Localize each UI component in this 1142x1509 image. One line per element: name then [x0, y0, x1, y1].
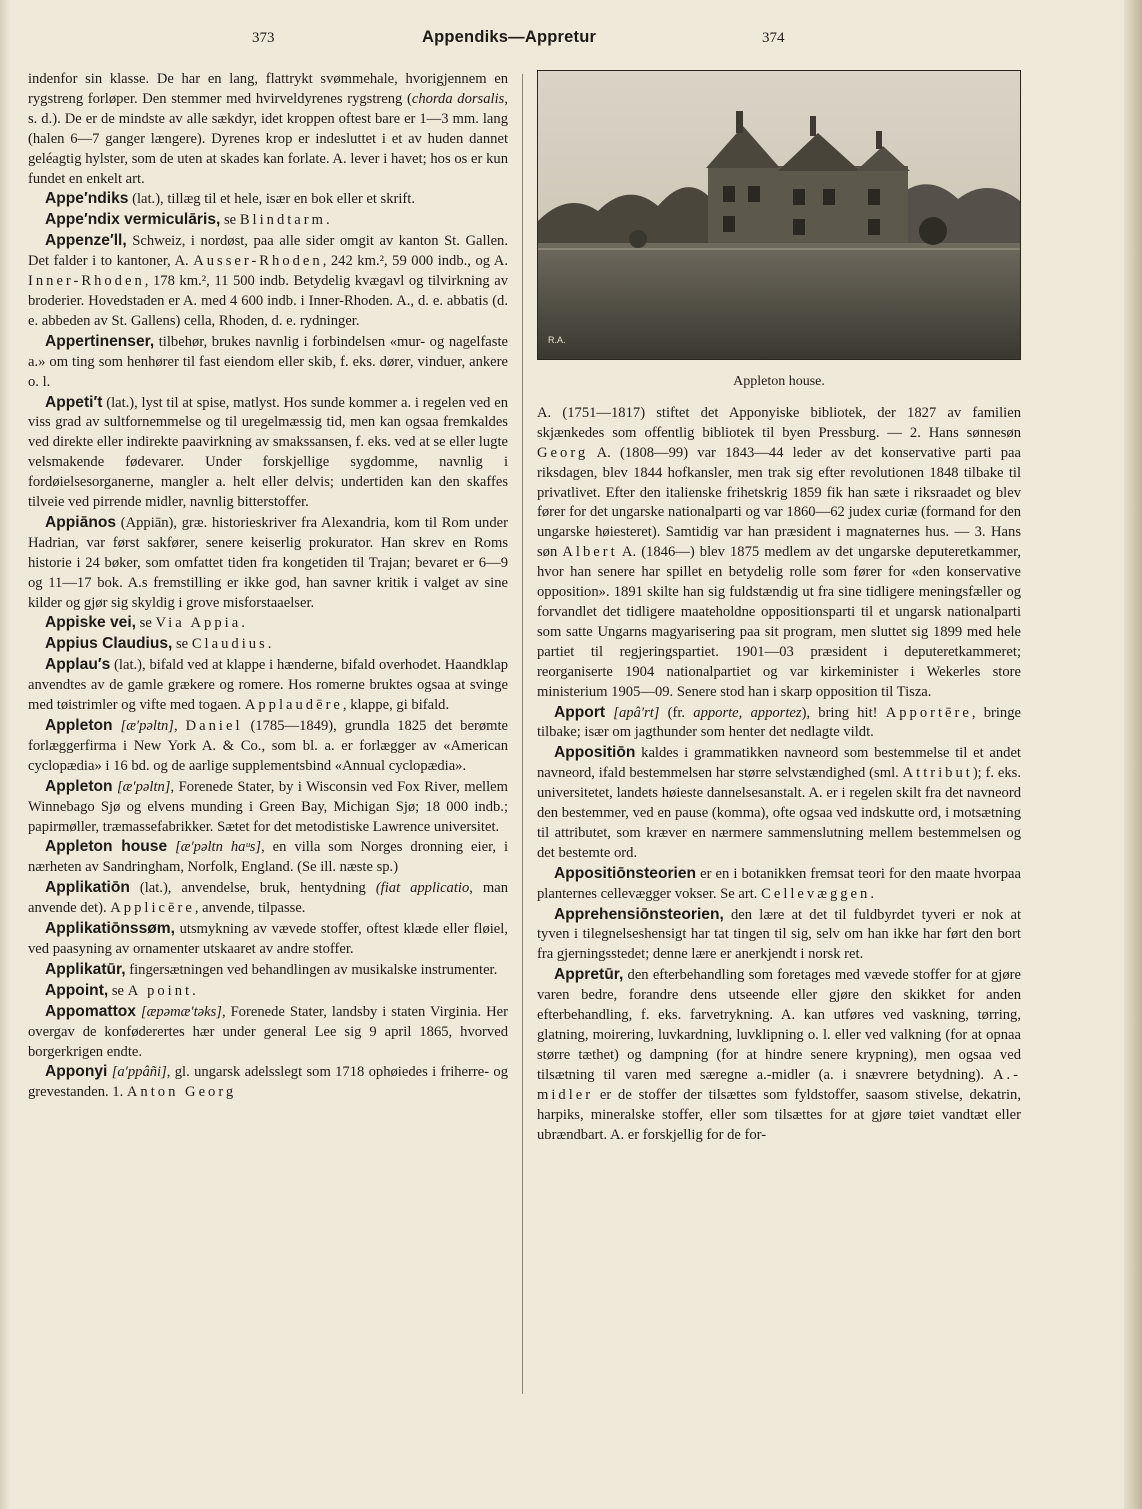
entry-apprehensionsteorien: Apprehensiōnsteorien, den lære at det til fuldbyrdet tyveri er nok at tyven i tilegnelseshensigt har tat tingen til sig, selv om han ikke har ført den bort fra gjerningsstedet; denne lære er anerkjendt i norsk ret. — [537, 905, 1021, 963]
cross-reference: Claudius — [191, 636, 268, 653]
headword: Appiske vei, — [45, 614, 137, 632]
headword: Appositiōn — [554, 744, 636, 762]
headword: Apponyi — [45, 1063, 108, 1081]
column-rule — [522, 74, 523, 1394]
entry-applikatur: Applikatūr, fingersætningen ved behandlingen av musikalske instrumenter. — [45, 960, 498, 978]
headword: Appretūr, — [554, 966, 624, 984]
headword: Appoint, — [45, 981, 109, 999]
headword: Applikatiōnssøm, — [45, 920, 175, 938]
entry-appleton-house: Appleton house [æ′pəltn haᵘs], en villa som Norges dronning eier, i nærheten av Sandringham, Norfolk, England. (Se ill. næste sp.) — [28, 838, 509, 876]
entry-apposition: Appositiōn kaldes i grammatikken navneord som bestemmelse til et andet navneord, ifald bestemmelsen har større selvstændighed (sml. Attribut); f. eks. universitetet, landets høieste dannelsesanstalt. A. er i regelen skilt fra det navneord den bestemmer, ved en pause (komma), ofte ogsaa ved indskutte ord, i motsætning til attributet, som kræver en nærmere sammenslutning mellem bestemmelsen og det bestemte ord. — [537, 744, 1021, 861]
headword: Appleton house — [45, 838, 168, 856]
right-page-number: 374 — [762, 30, 785, 46]
entry-appertinenser: Appertinenser, tilbehør, brukes navnlig i forbindelsen «mur- og nagelfaste a.» om ting som henhører til fast eiendom eller skib, f. eks. dører, vinduer, ankere o. l. — [28, 332, 508, 390]
headword: Appius Claudius, — [45, 635, 173, 653]
headword: Appiānos — [45, 513, 117, 531]
entry-applaus: Applau′s (lat.), bifald ved at klappe i hænderne, bifald overhodet. Haandklap anvendtes av de gamle grækere og romere. Hos romerne bruktes ogsaa at svinge med tøistrimler og vifte med togaen. Applaudēre, klappe, gi bifald. — [28, 656, 508, 714]
cross-reference: A point — [127, 982, 193, 999]
entry-appleton-daniel: Appleton [æ′pəltn], Daniel (1785—1849), grundla 1825 det berømte forlæggerfirma i New York A. & Co., som bl. a. er forlægger av «American cyclopædia» i 16 bd. og de aarlige supplementsbind «Annual cyclopædia». — [28, 717, 508, 774]
entry-appoint: Appoint, se A point. — [45, 981, 196, 999]
figure-caption: Appleton house. — [733, 374, 825, 389]
entry-appius-claudius: Appius Claudius, se Claudius. — [45, 635, 272, 653]
page-header — [0, 30, 1142, 56]
headword: Applikatiōn — [45, 879, 130, 897]
entry-apport: Apport [apâ′rt] (fr. apporte, apportez), bring hit! Apportēre, bringe tilbake; især om jagthunder som henter det nedlagte vildt. — [537, 703, 1021, 741]
headword: Appomattox — [45, 1002, 136, 1020]
headword: Applau′s — [45, 656, 111, 674]
running-head: Appendiks—Appretur — [422, 28, 597, 46]
entry-appositionsteorien: Appositiōnsteorien er en i botanikken fremsat teori for den maate hvorpaa planternes cellevægger vokser. Se art. Cellevæggen. — [537, 864, 1021, 902]
headword: Apprehensiōnsteorien, — [554, 905, 724, 923]
appleton-house-photo — [537, 70, 1021, 360]
headword: Appositiōnsteorien — [554, 864, 697, 882]
entry-apponyi-continuation: A. (1751—1817) stiftet det Apponyiske bibliotek, der 1827 av familien skjænkedes som offentlig bibliotek til byen Pressburg. — 2. Hans sønnesøn Georg A. (1808—99) var 1843—44 leder av det konservative parti paa riksdagen, blev 1844 hofkansler, men trak sig efter revolutionen 1848 tilbake til privatlivet. Efter den italienske frihetskrig 1859 fik han sæte i riksraadet og blev fører for det ungarske nationalparti og var 1860—62 judex curiæ (formand for den ungarske høiesteret). Samtidig var han præsident i magnaternes hus. — 3. Hans søn Albert A. (1846—) blev 1875 medlem av det ungarske deputeretkammer, hvor han senere har spillet en betydelig rolle som fører for «den konservative opposition». 1891 skilte han sig fuldstændig ut fra sine tidligere meningsfæller og forvandlet det tidligere maateholdne oppositionsparti til et ungarsk nationalparti som satte Ungarns magyarisering paa sit program, men sluttet sig 1899 med hele partiet til regjeringspartiet. 1901—03 præsident i deputeretkammeret; reorganiserte 1904 nationalpartiet og var kirkeminister i Wekerles store ministerium 1905—09. Senere stod han i skarp opposition til Tisza. — [537, 404, 1022, 700]
headword: Appleton — [45, 717, 113, 734]
entry-appendiks: Appe′ndiks (lat.), tillæg til et hele, især en bok eller et skrift. — [45, 190, 415, 208]
cross-reference: Via Appia — [155, 615, 242, 632]
headword: Appenze′ll, — [45, 232, 127, 250]
entry-appiske-vei: Appiske vei, se Via Appia. — [45, 614, 245, 632]
entry-applikation: Applikatiōn (lat.), anvendelse, bruk, hentydning (fiat applicatio, man anvende det). Applicēre, anvende, tilpasse. — [28, 879, 508, 917]
entry-appenzell: Appenze′ll, Schweiz, i nordøst, paa alle sider omgit av kanton St. Gallen. Det falder i to kantoner, A. Ausser-Rhoden, 242 km.², 59 000 indb., og A. Inner-Rhoden, 178 km.², 11 500 indb. Betydelig kvægavl og tilvirkning av broderier. Hovedstaden er A. med 4 600 indb. i Inner-Rhoden. A., d. e. abbatis (d. e. abbeden av St. Gallens) cella, Rhoden, d. e. rydninger. — [28, 232, 508, 329]
headword: Appe′ndix vermiculāris, — [45, 211, 221, 229]
headword: Apport — [554, 703, 606, 721]
entry-continuation: indenfor sin klasse. De har en lang, flattrykt svømmehale, hvorigjennem en rygstreng forløper. Den stemmer med hvirveldyrenes rygstreng (chorda dorsalis, s. d.). De er de mindste av alle sækdyr, idet kroppen oftest bare er 1—3 mm. lang (halen 6—7 ganger længere). Dyrenes krop er indesluttet i et av huden dannet geléagtig hylster, som de uten at skades kan forlate. A. lever i havet; hos os er kun fundet en enkelt art. — [28, 71, 508, 187]
entry-appretur: Appretūr, den efterbehandling som foretages med vævede stoffer for at gjøre varen bedre, forandre dens utseende eller gjøre den skikket for anden efterbehandling, f. eks. farvetrykning. A. kan utføres ved vaskning, tørring, glatning, moirering, luvkardning, luvklipning o. l. eller ved valkning (for at opnaa større tæthet) og dampning (for at hindre senere krypning), men ogsaa ved tilsætning til varen med særegne a.-midler (a. i snævrere betydning). A.-midler er de stoffer der tilsættes som fyldstoffer, saasom stivelse, dekatrin, harpiks, mineralske stoffer, eller som tilsættes for at gjøre tøiet vandtæt eller ubrændbart. A. er forskjellig for de for- — [537, 966, 1021, 1143]
headword: Appeti′t — [45, 393, 103, 411]
entry-appendix-vermicularis: Appe′ndix vermiculāris, se Blindtarm. — [45, 211, 330, 229]
headword: Appe′ndiks — [45, 190, 129, 208]
photo-mark: R.A. — [548, 335, 566, 346]
entry-appianos: Appiānos (Appiān), græ. historieskriver fra Alexandria, kom til Rom under Hadrian, var først sakfører, senere keiserlig prokurator. Han skrev en Roms historie i 24 bøker, som omfattet tiden fra kongetiden til Trajan; bevaret er 6—9 og 11—17 bok. A.s fremstilling er ikke god, han savner kritik i valget av sine kilder og gjør sig skyldig i grove misforstaaelser. — [28, 513, 508, 611]
cross-reference: Blindtarm — [239, 212, 326, 229]
left-column — [28, 70, 508, 1103]
entry-applikationssom: Applikatiōnssøm, utsmykning av vævede stoffer, oftest klæde eller fløiel, ved paasyning av ornamenter utskaaret av andre stoffer. — [28, 920, 508, 957]
right-column — [537, 70, 1021, 1145]
entry-appetit: Appeti′t (lat.), lyst til at spise, matlyst. Hos sunde kommer a. i regelen ved en viss grad av sultfornemmelse og til uregelmæssig tid, men kan ogsaa fremkaldes ved direkte eller indirekte paavirkning av smakssansen, f. eks. ved at se eller lugte velsmakende fødevarer. Under forskjellige sygdomme, navnlig i fordøielsesorganerne, mangler a. helt eller delvis; undertiden kan den skaffes tilveie ved pirrende midler, navnlig bitterstoffer. — [28, 393, 508, 511]
house-illustration — [538, 71, 1020, 359]
headword: Appleton — [45, 777, 113, 795]
headword: Appertinenser, — [45, 332, 155, 350]
page-edge — [1124, 0, 1142, 1509]
entry-appleton-city: Appleton [æ′pəltn], Forenede Stater, by i Wisconsin ved Fox River, mellem Winnebago Sjø og elvens munding i Green Bay, Michigan Sjø; 18 000 indb.; papirmøller, træmassefabrikker. Sætet for det metodistiske Lawrence universitet. — [28, 777, 508, 835]
entry-apponyi: Apponyi [a′ppâñi], gl. ungarsk adelsslegt som 1718 ophøiedes i friherre- og grevestanden. 1. Anton Georg — [28, 1063, 508, 1101]
entry-appomattox: Appomattox [æpəmæ′təks], Forenede Stater, landsby i staten Virginia. Her overgav de konføderertes hær under general Lee sig 9 april 1865, hvorved borgerkrigen endte. — [28, 1002, 508, 1060]
headword: Applikatūr, — [45, 960, 126, 978]
left-page-number: 373 — [252, 30, 275, 46]
page-gutter-shadow — [0, 0, 10, 1509]
